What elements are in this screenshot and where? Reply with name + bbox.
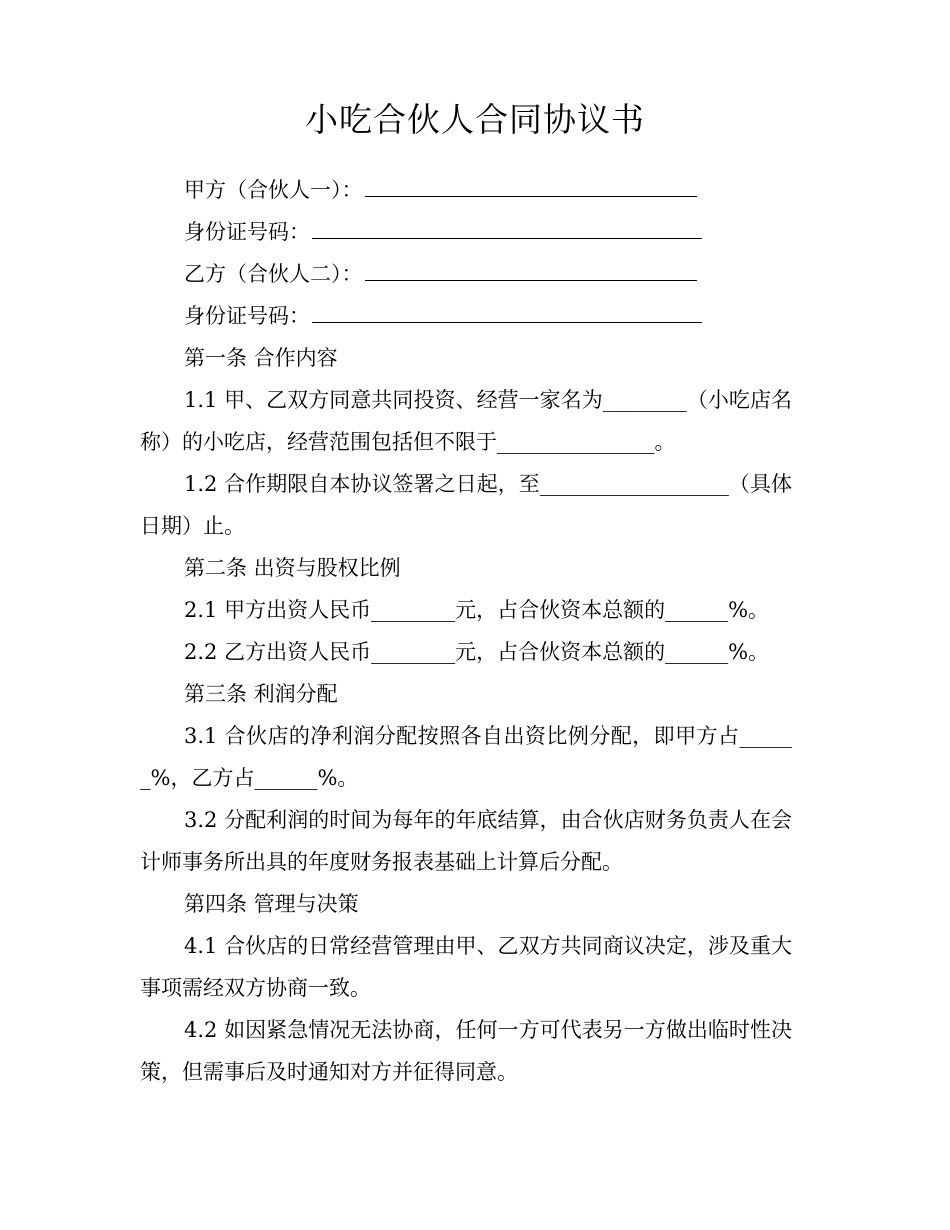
party-b-id-label: 身份证号码： [184,304,310,328]
clause-1-2: 1.2 合作期限自本协议签署之日起，至__________________（具体日期）止。 [140,472,792,538]
clause-2-1: 2.1 甲方出资人民币________元，占合伙资本总额的______%。 [184,598,770,622]
party-b-line [140,253,792,295]
clause-4-2: 4.2 如因紧急情况无法协商，任何一方可代表另一方做出临时性决策，但需事后及时通知对方并征得同意。 [140,1018,792,1084]
party-a-id-line [140,211,792,253]
clause-3-1: 3.1 合伙店的净利润分配按照各自出资比例分配，即甲方占______%，乙方占______%。 [140,724,792,790]
article-1-heading: 第一条 合作内容 [184,346,338,370]
party-a-line [140,169,792,211]
clause-2-2: 2.2 乙方出资人民币________元，占合伙资本总额的______%。 [184,640,770,664]
party-b-label: 乙方（合伙人二）： [184,262,363,286]
article-4-heading: 第四条 管理与决策 [184,892,359,916]
article-3-heading: 第三条 利润分配 [184,682,338,706]
clause-3-2: 3.2 分配利润的时间为每年的年底结算，由合伙店财务负责人在会计师事务所出具的年度财务报表基础上计算后分配。 [140,808,792,874]
article-2-heading: 第二条 出资与股权比例 [184,556,401,580]
document-body [140,169,792,1093]
party-a-label: 甲方（合伙人一）： [184,178,363,202]
party-b-id-line [140,295,792,337]
party-a-id-blank[interactable] [312,216,702,239]
party-b-blank[interactable] [365,258,697,281]
party-a-blank[interactable] [365,174,697,197]
party-b-id-blank[interactable] [312,300,702,323]
document-title: 小吃合伙人合同协议书 [305,100,645,139]
clause-1-1: 1.1 甲、乙双方同意共同投资、经营一家名为________（小吃店名称）的小吃店，经营范围包括但不限于_______________。 [140,388,792,454]
clause-4-1: 4.1 合伙店的日常经营管理由甲、乙双方共同商议决定，涉及重大事项需经双方协商一致。 [140,934,792,1000]
party-a-id-label: 身份证号码： [184,220,310,244]
